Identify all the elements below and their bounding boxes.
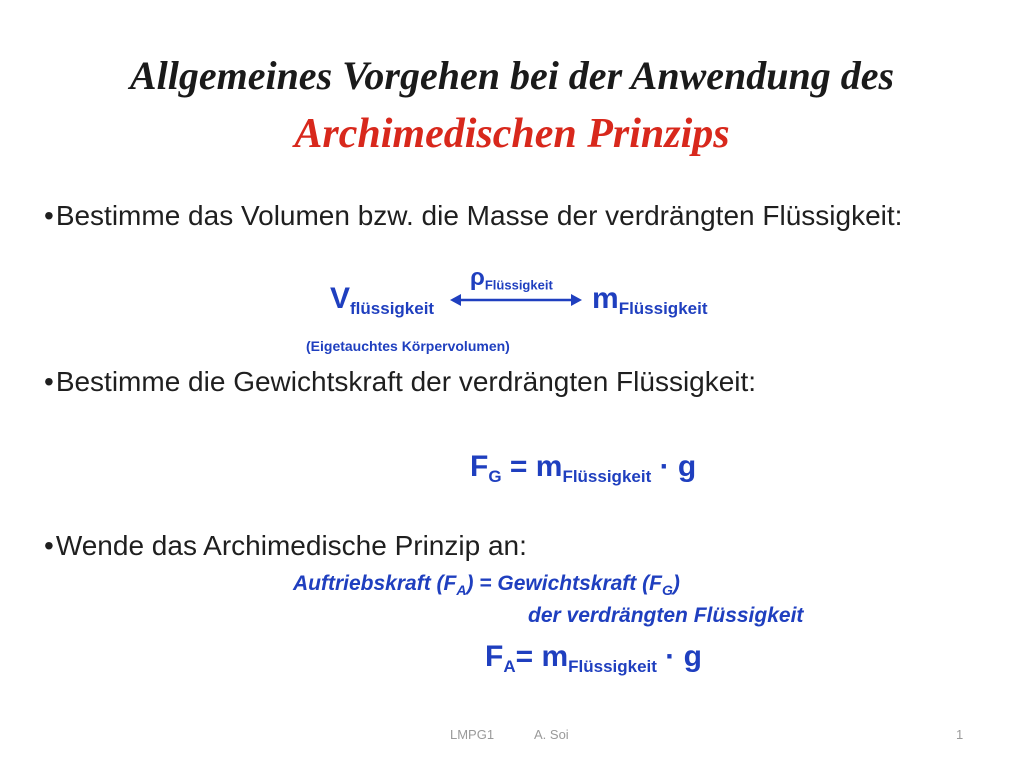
principle-a-sub2: G	[661, 581, 673, 598]
m-letter: m	[592, 282, 619, 315]
bullet-dot-icon: •	[44, 200, 54, 231]
fa-letter: F	[485, 640, 504, 673]
footer-author: A. Soi	[534, 727, 569, 742]
fa-subscript: A	[503, 656, 516, 676]
rho-label	[470, 264, 553, 292]
bullet-3-text: Wende das Archimedische Prinzip an:	[55, 530, 527, 561]
fa-mass-subscript: Flüssigkeit	[568, 656, 657, 676]
title-line-2: Archimedischen Prinzips	[294, 111, 730, 157]
rho-symbol: ρ	[470, 264, 485, 291]
v-subscript: flüssigkeit	[350, 298, 435, 318]
principle-a-sub: A	[456, 581, 467, 598]
mass-symbol	[592, 282, 708, 316]
bullet-3	[44, 530, 527, 562]
fa-rhs: · g	[665, 640, 702, 673]
bullet-2-text: Bestimme die Gewichtskraft der verdrängten Flüssigkeit:	[55, 366, 757, 397]
bullet-2	[44, 366, 756, 398]
title-line-1: Allgemeines Vorgehen bei der Anwendung des	[129, 53, 895, 98]
volume-symbol	[330, 282, 434, 316]
bullet-dot-icon: •	[44, 530, 54, 561]
rho-subscript: Flüssigkeit	[484, 277, 553, 293]
weight-force-formula	[470, 450, 696, 484]
fg-letter: F	[470, 450, 489, 483]
fg-rhs: · g	[659, 450, 697, 483]
principle-a-text: Auftriebskraft (F	[293, 572, 457, 595]
principle-line-1	[293, 572, 680, 596]
bullet-1-text: Bestimme das Volumen bzw. die Masse der verdrängten Flüssigkeit:	[55, 200, 903, 231]
fg-subscript: G	[488, 466, 502, 486]
footer-page-number: 1	[956, 727, 964, 742]
double-arrow-icon	[450, 290, 582, 310]
v-letter: V	[330, 282, 351, 315]
immersed-volume-note: (Eigetauchtes Körpervolumen)	[306, 338, 510, 354]
fg-mass-subscript: Flüssigkeit	[562, 466, 652, 486]
principle-a-end: )	[672, 572, 680, 595]
fa-mid: = m	[515, 640, 569, 673]
fg-mid: = m	[501, 450, 563, 483]
principle-line-2: der verdrängten Flüssigkeit	[528, 604, 804, 627]
footer-course: LMPG1	[450, 727, 495, 742]
buoyancy-formula	[485, 640, 702, 674]
bullet-dot-icon: •	[44, 366, 54, 397]
bullet-1	[44, 200, 902, 232]
principle-a-mid: ) = Gewichtskraft (F	[466, 572, 662, 595]
m-subscript: Flüssigkeit	[618, 298, 708, 318]
